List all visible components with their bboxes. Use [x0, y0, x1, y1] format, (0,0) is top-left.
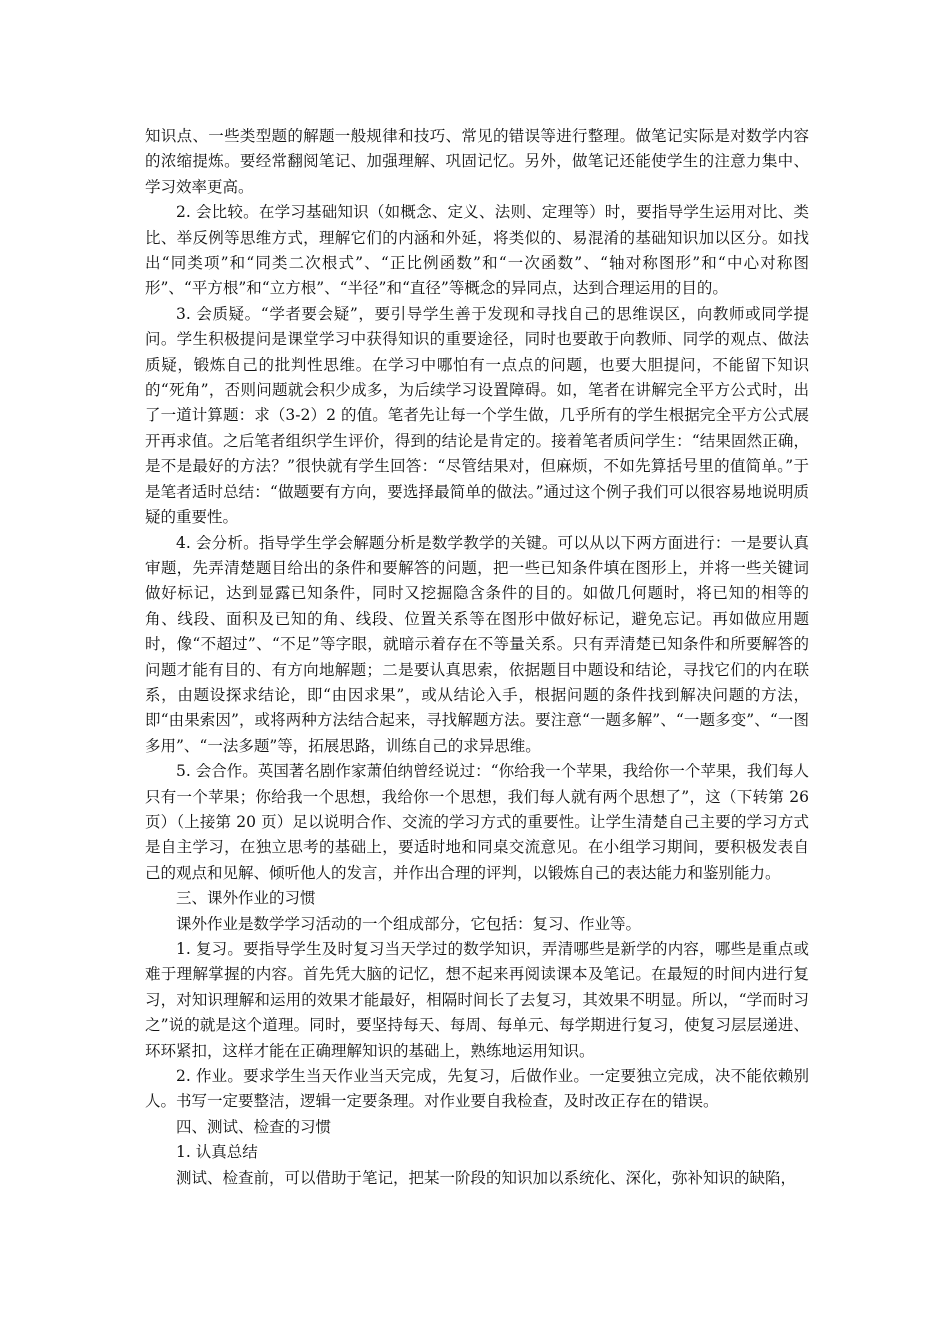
- paragraph-analyze: 4. 会分析。指导学生学会解题分析是数学教学的关键。可以从以下两方面进行：一是要认真审题，先弄清楚题目给出的条件和要解答的问题，把一些已知条件填在图形上，并将一些关键词做好标记，达到显露已知条件，同时又挖掘隐含条件的目的。如做几何题时，将已知的相等的角、线段、面积及已知的角、线段、位置关系等在图形中做好标记，避免忘记。再如做应用题时，像“不超过”、“不足”等字眼，就暗示着存在不等量关系。只有弄清楚已知条件和所要解答的问题才能有目的、有方向地解题；二是要认真思索，依据题目中题设和结论，寻找它们的内在联系，由题设探求结论，即“由因求果”，或从结论入手，根据问题的条件找到解决问题的方法，即“由果索因”，或将两种方法结合起来，寻找解题方法。要注意“一题多解”、“一题多变”、“一图多用”、“一法多题”等，拓展思路，训练自己的求异思维。: [145, 533, 809, 755]
- paragraph-notes-continuation: 知识点、一些类型题的解题一般规律和技巧、常见的错误等进行整理。做笔记实际是对数学内容的浓缩提炼。要经常翻阅笔记、加强理解、巩固记忆。另外，做笔记还能使学生的注意力集中、学习效率更高。: [145, 127, 809, 196]
- section-heading-testing: 四、测试、检查的习惯: [176, 1117, 332, 1136]
- section-heading-homework: 三、课外作业的习惯: [176, 889, 316, 908]
- paragraph-assignment: 2. 作业。要求学生当天作业当天完成，先复习，后做作业。一定要独立完成，决不能依赖别人。书写一定要整洁，逻辑一定要条理。对作业要自我检查，及时改正存在的错误。: [145, 1067, 809, 1111]
- paragraph-review: 1. 复习。要指导学生及时复习当天学过的数学知识，弄清哪些是新学的内容，哪些是重点或难于理解掌握的内容。首先凭大脑的记忆，想不起来再阅读课本及笔记。在最短的时间内进行复习，对知识理解和运用的效果才能最好，相隔时间长了去复习，其效果不明显。所以，“学而时习之”说的就是这个道理。同时，要坚持每天、每周、每单元、每学期进行复习，使复习层层递进、环环紧扣，这样才能在正确理解知识的基础上，熟练地运用知识。: [145, 940, 809, 1060]
- paragraph-compare: 2. 会比较。在学习基础知识（如概念、定义、法则、定理等）时，要指导学生运用对比、类比、举反例等思维方式，理解它们的内涵和外延，将类似的、易混淆的基础知识加以区分。如找出“同类项”和“同类二次根式”、“正比例函数”和“一次函数”、“轴对称图形”和“中心对称图形”、“平方根”和“立方根”、“半径”和“直径”等概念的异同点，达到合理运用的目的。: [145, 203, 809, 298]
- paragraph-testing-prep: 测试、检查前，可以借助于笔记，把某一阶段的知识加以系统化、深化，弥补知识的缺陷，: [176, 1168, 797, 1187]
- document-page: [145, 124, 809, 1191]
- paragraph-cooperate: 5. 会合作。英国著名剧作家萧伯纳曾经说过：“你给我一个苹果，我给你一个苹果，我们每人只有一个苹果；你给我一个思想，我给你一个思想，我们每人就有两个思想了”，这（下转第 26 页）（上接第 20 页）足以说明合作、交流的学习方式的重要性。让学生清楚自己主要的学习方式是自主学习，在独立思考的基础上，要适时地和同桌交流意见。在小组学习期间，要积极发表自己的观点和见解、倾听他人的发言，并作出合理的评判，以锻炼自己的表达能力和鉴别能力。: [145, 762, 809, 882]
- subheading-summary: 1. 认真总结: [176, 1143, 258, 1162]
- paragraph-homework-intro: 课外作业是数学学习活动的一个组成部分，它包括：复习、作业等。: [176, 914, 642, 933]
- paragraph-question: 3. 会质疑。“学者要会疑”，要引导学生善于发现和寻找自己的思维误区，向教师或同学提问。学生积极提问是课堂学习中获得知识的重要途径，同时也要敢于向教师、同学的观点、做法质疑，锻炼自己的批判性思维。在学习中哪怕有一点点的问题，也要大胆提问，不能留下知识的“死角”，否则问题就会积少成多，为后续学习设置障碍。如，笔者在讲解完全平方公式时，出了一道计算题：求（3-2）2 的值。笔者先让每一个学生做，几乎所有的学生根据完全平方公式展开再求值。之后笔者组织学生评价，得到的结论是肯定的。接着笔者质问学生：“结果固然正确，是不是最好的方法？”很快就有学生回答：“尽管结果对，但麻烦，不如先算括号里的值简单。”于是笔者适时总结：“做题要有方向，要选择最简单的做法。”通过这个例子我们可以很容易地说明质疑的重要性。: [145, 304, 809, 527]
